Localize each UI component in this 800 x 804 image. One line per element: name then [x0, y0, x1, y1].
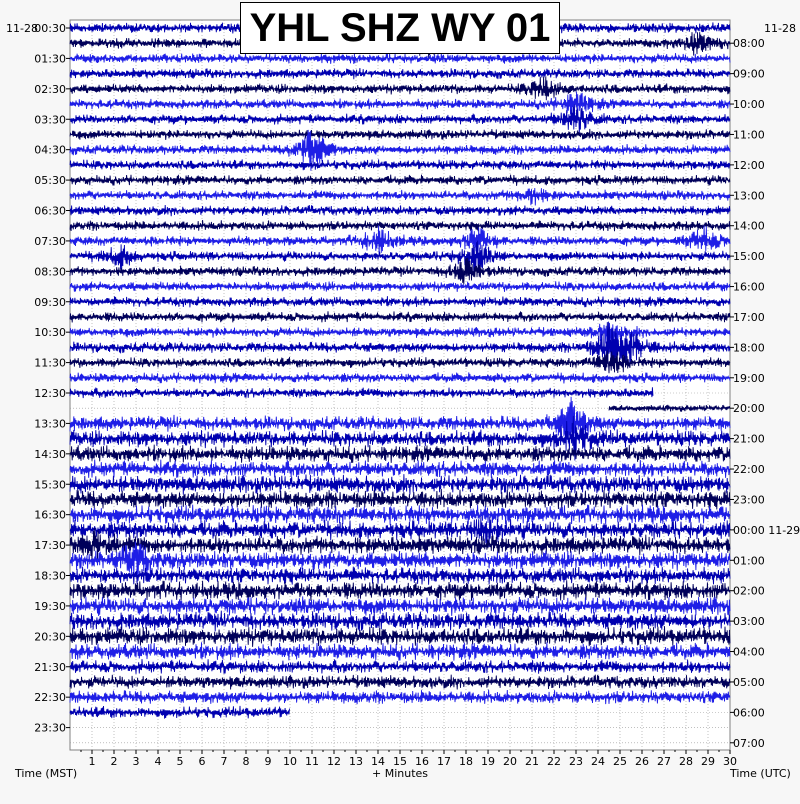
- x-tick-label: 2: [110, 755, 118, 768]
- right-tick-label: 09:00: [733, 67, 765, 81]
- x-tick-label: 14: [371, 755, 385, 768]
- right-tick-label: 22:00: [733, 463, 765, 477]
- right-tick-label: 18:00: [733, 341, 765, 355]
- right-tick-label: 01:00: [733, 554, 765, 568]
- x-tick-label: 22: [547, 755, 561, 768]
- right-tick-label: 04:00: [733, 645, 765, 659]
- x-tick-label: 28: [679, 755, 693, 768]
- left-tick-label: 16:30: [34, 508, 66, 522]
- title-box: [240, 2, 560, 54]
- left-tick-label: 04:30: [34, 143, 66, 157]
- left-tick-label: 17:30: [34, 539, 66, 553]
- right-time-axis: [730, 37, 800, 750]
- left-tick-label: 19:30: [34, 599, 66, 613]
- right-axis-label: Time (UTC): [730, 767, 791, 780]
- left-tick-label: 22:30: [34, 691, 66, 705]
- left-tick-label: 23:30: [34, 721, 66, 735]
- x-tick-label: 16: [415, 755, 429, 768]
- x-tick-label: 26: [635, 755, 649, 768]
- right-tick-label: 15:00: [733, 250, 765, 264]
- left-tick-label: 12:30: [34, 387, 66, 400]
- x-tick-label: 10: [283, 755, 297, 768]
- left-tick-label: 02:30: [34, 82, 66, 96]
- right-tick-label: 11:00: [733, 128, 765, 142]
- x-tick-label: 23: [569, 755, 583, 768]
- x-tick-label: 4: [154, 755, 162, 768]
- left-tick-label: 01:30: [34, 52, 66, 66]
- left-date-label: 11-28: [6, 22, 38, 35]
- x-tick-label: 27: [657, 755, 671, 768]
- left-tick-label: 00:30: [34, 22, 66, 35]
- chart-title: YHL SHZ WY 01: [249, 5, 551, 50]
- left-tick-label: 10:30: [34, 326, 66, 340]
- right-tick-label: 14:00: [733, 219, 765, 233]
- left-tick-label: 09:30: [34, 295, 66, 309]
- x-tick-label: 17: [437, 755, 451, 768]
- right-tick-label: 03:00: [733, 615, 765, 629]
- right-tick-label: 17:00: [733, 310, 765, 324]
- left-tick-label: 20:30: [34, 630, 66, 644]
- right-tick-label: 10:00: [733, 98, 765, 112]
- right-tick-label: 08:00: [733, 37, 765, 51]
- left-tick-label: 03:30: [34, 113, 66, 127]
- left-tick-label: 11:30: [34, 356, 66, 370]
- x-tick-label: 20: [503, 755, 517, 768]
- left-tick-label: 08:30: [34, 265, 66, 279]
- right-tick-label: 02:00: [733, 584, 765, 598]
- minutes-axis: [81, 750, 737, 768]
- right-tick-label: 21:00: [733, 432, 765, 446]
- x-tick-label: 21: [525, 755, 539, 768]
- left-tick-label: 07:30: [34, 234, 66, 248]
- left-tick-label: 13:30: [34, 417, 66, 431]
- x-tick-label: 1: [88, 755, 96, 768]
- x-tick-label: 18: [459, 755, 473, 768]
- x-tick-label: 29: [701, 755, 715, 768]
- x-tick-label: 3: [132, 755, 140, 768]
- right-tick-label: 05:00: [733, 675, 765, 689]
- x-tick-label: 7: [220, 755, 228, 768]
- right-date-label: 11-28: [764, 22, 796, 35]
- x-tick-label: 11: [305, 755, 319, 768]
- right-tick-label: 19:00: [733, 371, 765, 385]
- x-tick-label: 9: [264, 755, 272, 768]
- x-tick-label: 6: [198, 755, 206, 768]
- left-tick-label: 06:30: [34, 204, 66, 218]
- x-tick-label: 8: [242, 755, 250, 768]
- left-tick-label: 18:30: [34, 569, 66, 583]
- left-tick-label: 21:30: [34, 660, 66, 674]
- right-tick-label: 23:00: [733, 493, 765, 507]
- left-axis-label: Time (MST): [15, 767, 78, 780]
- x-tick-label: 5: [176, 755, 184, 768]
- x-tick-label: 24: [591, 755, 605, 768]
- left-time-axis: [34, 22, 70, 735]
- left-tick-label: 14:30: [34, 447, 66, 461]
- right-tick-label: 20:00: [733, 402, 765, 416]
- right-tick-label: 00:00 11-29: [733, 523, 800, 537]
- left-tick-label: 05:30: [34, 174, 66, 188]
- x-axis-label: + Minutes: [371, 767, 429, 780]
- x-tick-label: 15: [393, 755, 407, 768]
- x-tick-label: 25: [613, 755, 627, 768]
- right-tick-label: 16:00: [733, 280, 765, 294]
- right-tick-label: 07:00: [733, 736, 765, 750]
- x-tick-label: 12: [327, 755, 341, 768]
- x-tick-label: 30: [723, 755, 737, 768]
- x-tick-label: 19: [481, 755, 495, 768]
- x-tick-label: 13: [349, 755, 363, 768]
- right-tick-label: 06:00: [733, 706, 765, 720]
- right-tick-label: 13:00: [733, 189, 765, 203]
- right-tick-label: 12:00: [733, 158, 765, 172]
- left-tick-label: 15:30: [34, 478, 66, 492]
